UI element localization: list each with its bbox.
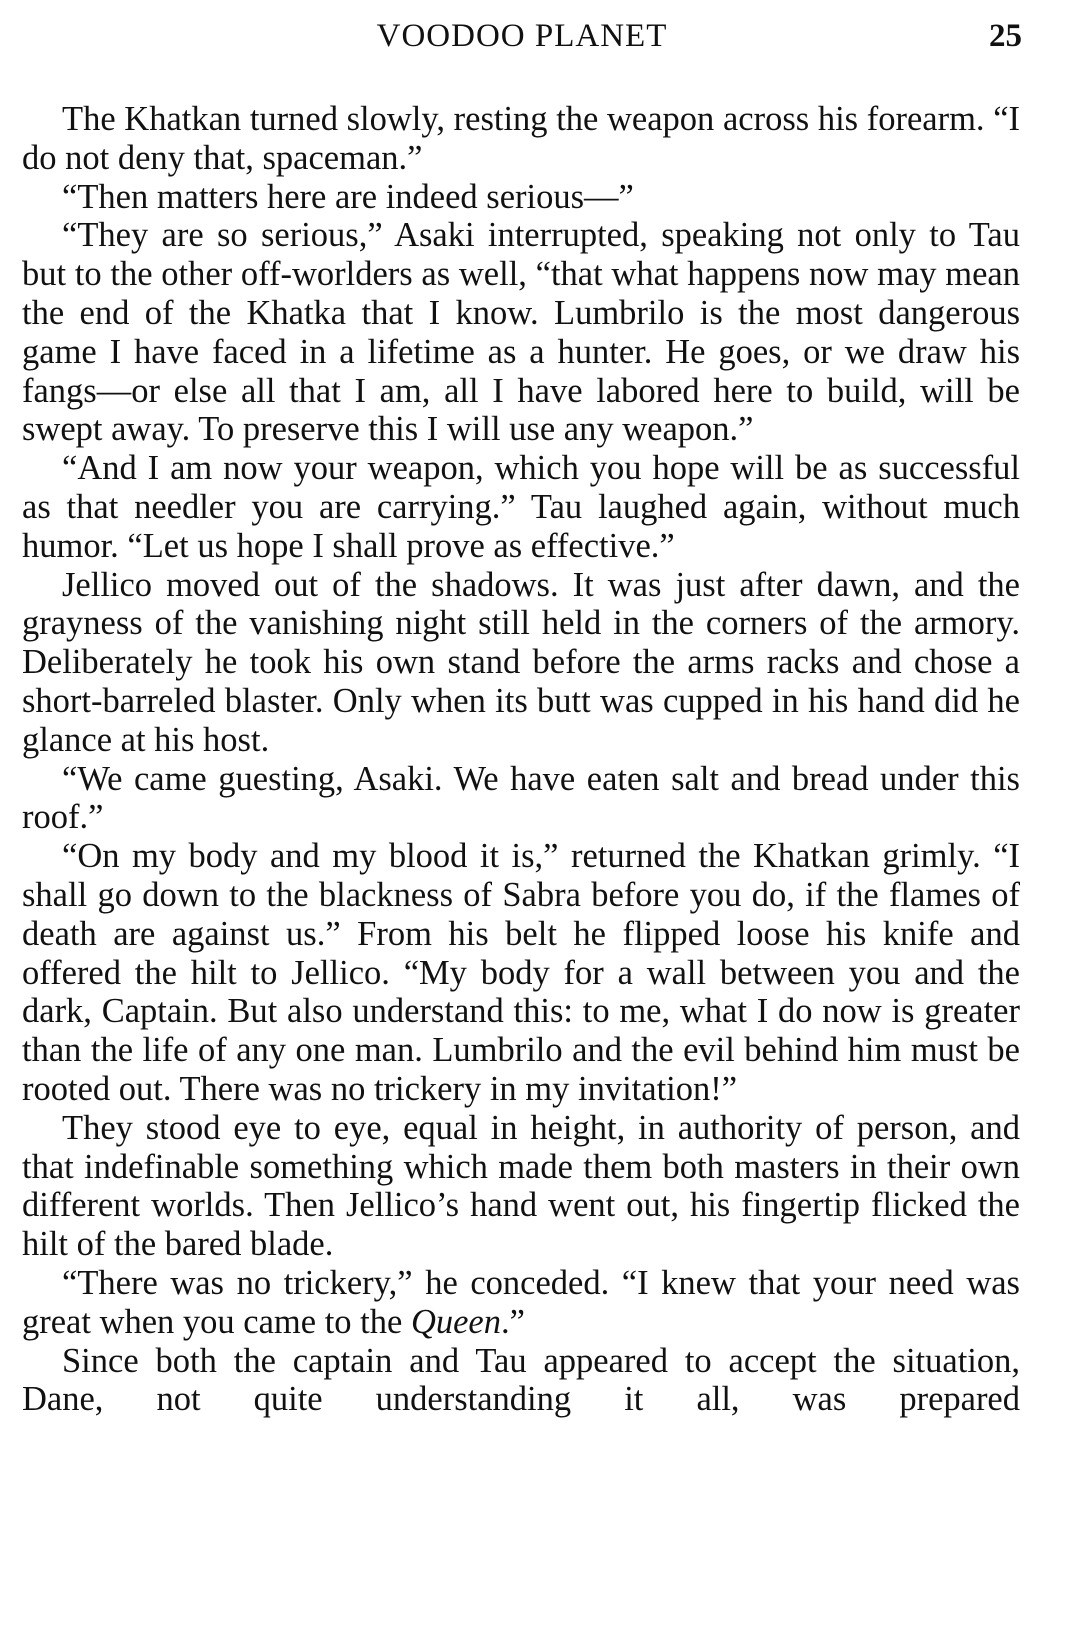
- running-head: [22, 14, 1022, 62]
- running-title: VOODOO PLANET: [376, 18, 668, 54]
- paragraph: The Khatkan turned slowly, resting the weapon across his forearm. “I do not deny that, spaceman.”: [22, 100, 1020, 177]
- paragraph: “And I am now your weapon, which you hope will be as successful as that needler you are carrying.” Tau laughed again, without much humor. “Let us hope I shall prove as effective.”: [22, 449, 1020, 565]
- paragraph: Jellico moved out of the shadows. It was just after dawn, and the grayness of the vanishing night still held in the corners of the armory. Deliberately he took his own stand before the arms racks and chose a short-barreled blaster. Only when its butt was cupped in his hand did he glance at his host.: [22, 565, 1020, 759]
- paragraph: They stood eye to eye, equal in height, in authority of person, and that indefinable something which made them both masters in their own different worlds. Then Jellico’s hand went out, his fingertip flicked the hilt of the bared blade.: [22, 1108, 1020, 1264]
- paragraph: “We came guesting, Asaki. We have eaten salt and bread under this roof.”: [22, 759, 1020, 837]
- paragraph: “Then matters here are indeed serious—”: [62, 177, 634, 216]
- paragraph: Since both the captain and Tau appeared to accept the situation, Dane, not quite understanding it all, was prepared: [22, 1341, 1020, 1419]
- paragraph-text: .”: [500, 1302, 525, 1341]
- ship-name-emphasis: Queen: [410, 1302, 501, 1341]
- paragraph: “They are so serious,” Asaki interrupted, speaking not only to Tau but to the other off-worlders as well, “that what happens now may mean the end of the Khatka that I know. Lumbrilo is the most dangerous game I have faced in a lifetime as a hunter. He goes, or we draw his fangs—or else all that I am, all I have labored here to build, will be swept away. To preserve this I will use any weapon.”: [22, 216, 1020, 449]
- paragraph: [22, 1264, 1020, 1342]
- paragraph-text: “There was no trickery,” he conceded. “I knew that your need was great when you came to the: [22, 1263, 1020, 1341]
- body-text: [22, 100, 1020, 1419]
- page-number: 25: [989, 18, 1022, 54]
- paragraph: “On my body and my blood it is,” returned the Khatkan grimly. “I shall go down to the blackness of Sabra before you do, if the flames of death are against us.” From his belt he flipped loose his knife and offered the hilt to Jellico. “My body for a wall between you and the dark, Captain. But also understand this: to me, what I do now is greater than the life of any one man. Lumbrilo and the evil behind him must be rooted out. There was no trickery in my invitation!”: [22, 837, 1020, 1108]
